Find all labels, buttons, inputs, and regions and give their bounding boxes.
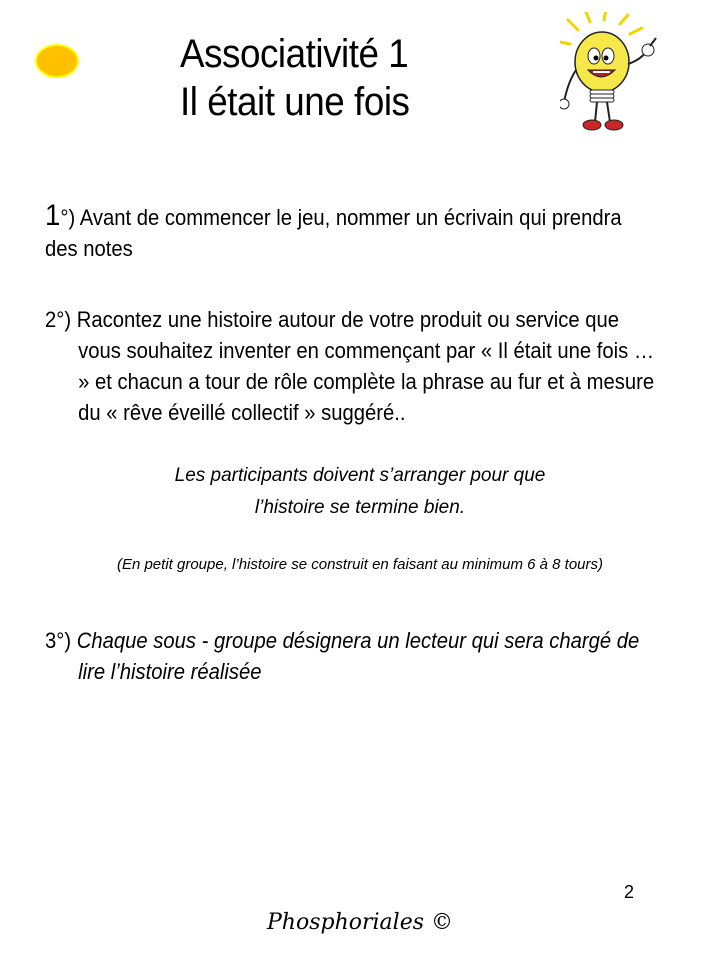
- step-1-text: °) Avant de commencer le jeu, nommer un écrivain qui prendra des notes: [45, 205, 622, 261]
- small-note: (En petit groupe, l’histoire se construit en faisant au minimum 6 à 8 tours): [116, 556, 604, 573]
- step-1-number: 1: [45, 199, 61, 232]
- step-2: 2°) Racontez une histoire autour de votre produit ou service que vous souhaitez inventer en commençant par « Il était une fois … » et chacun a tour de rôle complète la phrase au fur et à mesure du « rêve éveillé collectif » suggéré..: [45, 307, 655, 425]
- lightbulb-mascot-icon: [560, 12, 664, 138]
- note-line-2: l’histoire se termine bien.: [254, 497, 466, 518]
- title-line-1: Associativité 1: [180, 32, 409, 76]
- page-number: 2: [624, 882, 635, 902]
- step-1: [45, 200, 634, 264]
- note-line-1: Les participants doivent s’arranger pour que: [174, 465, 546, 486]
- title-line-2: Il était une fois: [180, 80, 410, 124]
- step-3-text: Chaque sous - groupe désignera un lecteur qui sera chargé de lire l’histoire réalisée: [76, 628, 640, 684]
- footer-brand: Phosphoriales ©: [266, 910, 453, 935]
- step-3: [45, 625, 667, 687]
- step-3-number: 3°): [45, 628, 72, 653]
- slide-title: [180, 30, 511, 126]
- yellow-dot-decoration: [35, 44, 79, 78]
